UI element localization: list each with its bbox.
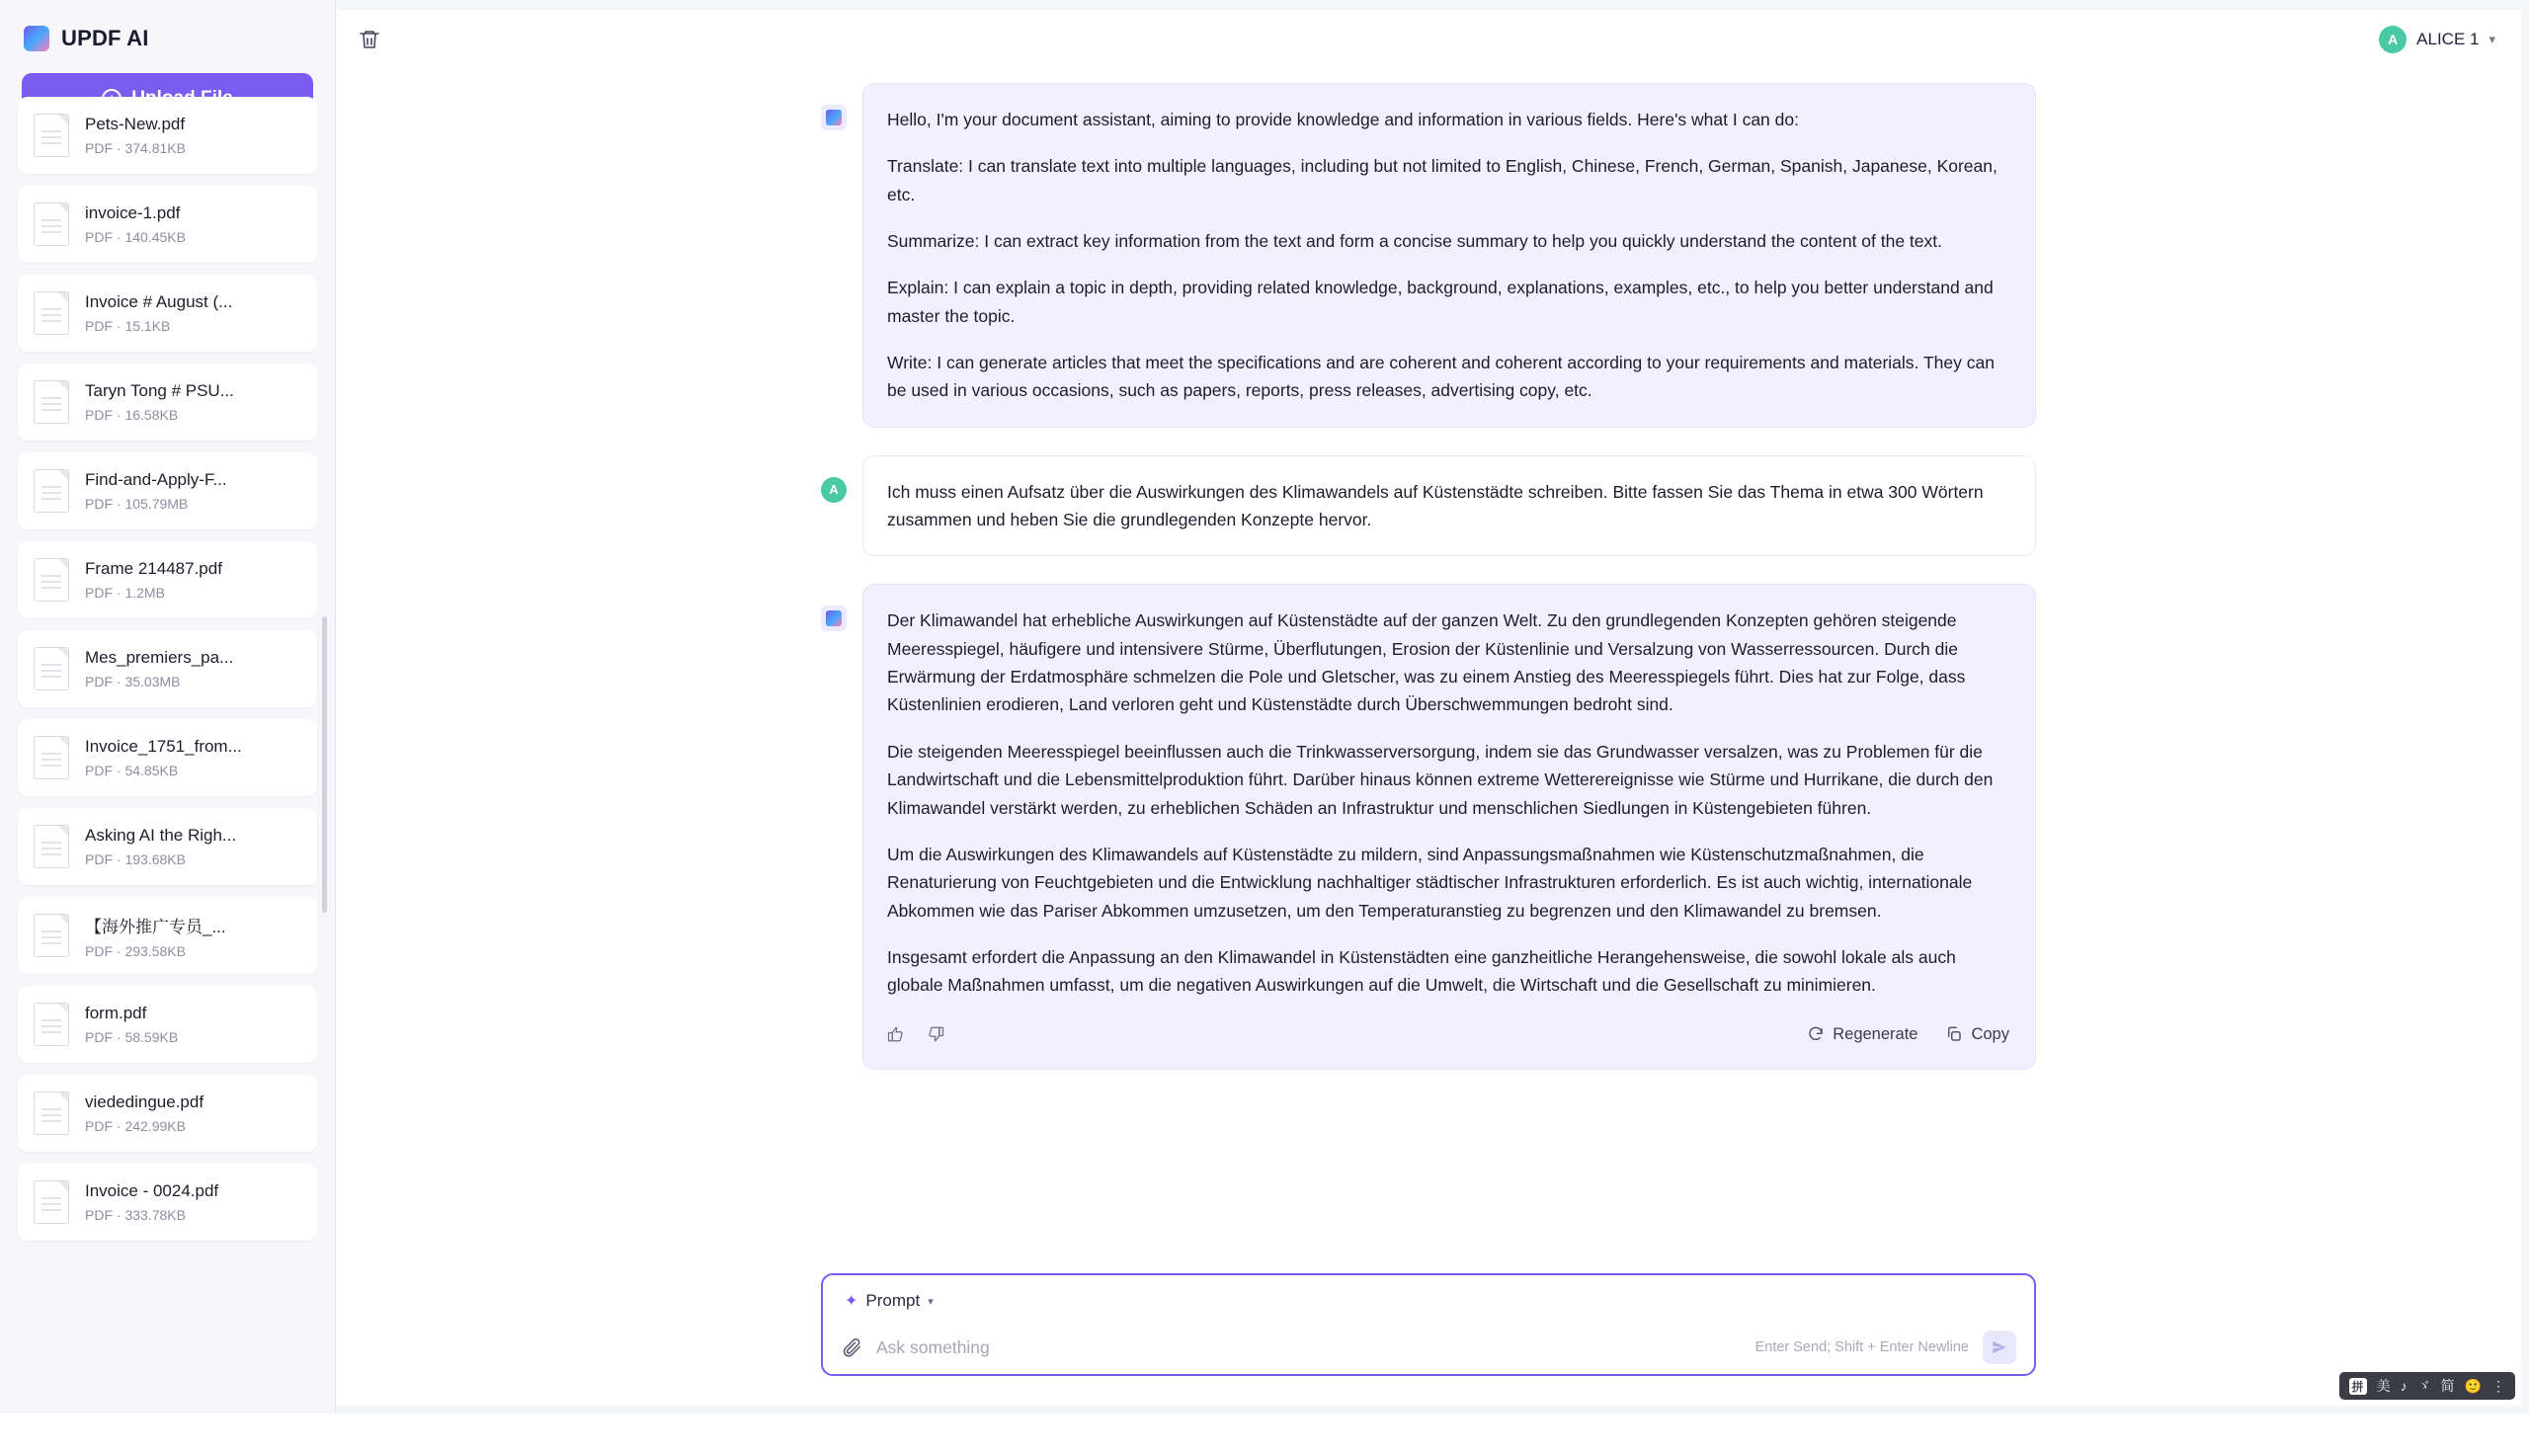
pdf-file-icon bbox=[34, 914, 69, 957]
ai-avatar-icon bbox=[821, 606, 847, 631]
trash-icon[interactable] bbox=[358, 28, 381, 51]
user-menu[interactable] bbox=[2379, 26, 2495, 53]
file-meta: PDF · 54.85KB bbox=[85, 763, 179, 778]
file-meta: PDF · 15.1KB bbox=[85, 318, 171, 334]
pdf-file-icon bbox=[34, 825, 69, 868]
search-input[interactable] bbox=[876, 1337, 1742, 1358]
list-item[interactable] bbox=[18, 1075, 317, 1152]
message-paragraph: Insgesamt erfordert die Anpassung an den Klimawandel in Küstenstädten eine ganzheitliche Herangehensweise, die sowohl lokale als auch globale Maßnahmen umfasst, um die negativen Auswirkungen auf die Umwelt, die Wirtschaft und die Gesellschaft zu minimieren. bbox=[887, 946, 1956, 996]
pdf-file-icon bbox=[34, 291, 69, 335]
pdf-file-icon bbox=[34, 647, 69, 690]
list-item[interactable] bbox=[18, 630, 317, 707]
message-bubble bbox=[862, 455, 2036, 557]
send-button[interactable] bbox=[1983, 1331, 2016, 1364]
file-name: Find-and-Apply-F... bbox=[85, 470, 227, 489]
list-item[interactable] bbox=[18, 275, 317, 352]
list-item[interactable] bbox=[18, 541, 317, 618]
list-item[interactable] bbox=[18, 986, 317, 1063]
pdf-file-icon bbox=[34, 380, 69, 424]
composer[interactable] bbox=[821, 1273, 2036, 1376]
file-name: Taryn Tong # PSU... bbox=[85, 381, 234, 400]
chat-message-ai bbox=[821, 83, 2036, 428]
chat-thread bbox=[821, 83, 2036, 1117]
file-name: Pets-New.pdf bbox=[85, 115, 186, 133]
pdf-file-icon bbox=[34, 202, 69, 246]
file-name: Asking AI the Righ... bbox=[85, 826, 237, 845]
pdf-file-icon bbox=[34, 558, 69, 602]
copy-button[interactable] bbox=[1945, 1021, 2009, 1048]
ime-item[interactable]: ゞ bbox=[2416, 1378, 2431, 1394]
brand-title: UPDF AI bbox=[61, 26, 149, 50]
message-bubble bbox=[862, 584, 2036, 1070]
pdf-file-icon bbox=[34, 1180, 69, 1224]
file-meta: PDF · 242.99KB bbox=[85, 1118, 186, 1134]
message-paragraph: Write: I can generate articles that meet the specifications and are coherent and coherent according to your requirements and materials. They can be used in various occasions, such as papers, reports, press releases, advertising copy, etc. bbox=[887, 353, 1995, 401]
file-meta: PDF · 333.78KB bbox=[85, 1207, 186, 1223]
file-list[interactable] bbox=[0, 115, 335, 1414]
list-item[interactable] bbox=[18, 1164, 317, 1241]
sparkle-icon: ✦ bbox=[845, 1293, 858, 1310]
list-item[interactable] bbox=[18, 808, 317, 885]
message-paragraph: Die steigenden Meeresspiegel beeinflussen auch die Trinkwasserversorgung, indem sie das Grundwasser versalzen, was zu Problemen für die Landwirtschaft und die Lebensmittelproduktion führt. Darüber hinaus können extreme Wetterereignisse wie Stürme und Hurrikane, die durch den Klimawandel verstärkt werden, zu erheblichen Schäden an Infrastruktur und menschlichen Siedlungen in Küstengebieten führen. bbox=[887, 741, 1994, 818]
file-name: form.pdf bbox=[85, 1004, 147, 1022]
ime-item[interactable]: 简 bbox=[2440, 1378, 2455, 1394]
brand bbox=[0, 0, 335, 65]
pdf-file-icon bbox=[34, 1092, 69, 1135]
thumbs-up-icon[interactable] bbox=[887, 1025, 905, 1043]
file-meta: PDF · 16.58KB bbox=[85, 407, 179, 423]
regenerate-button[interactable] bbox=[1807, 1021, 1917, 1048]
chat-scroll-area[interactable] bbox=[336, 69, 2521, 1273]
file-meta: PDF · 35.03MB bbox=[85, 674, 181, 689]
list-item[interactable] bbox=[18, 364, 317, 441]
file-meta: PDF · 58.59KB bbox=[85, 1029, 179, 1045]
ime-item[interactable]: ♪ bbox=[2400, 1378, 2407, 1394]
message-paragraph: Um die Auswirkungen des Klimawandels auf Küstenstädte zu mildern, sind Anpassungsmaßnahmen wie Küstenschutzmaßnahmen, die Renaturierung von Feuchtgebieten und die Entwicklung nachhaltiger städtischer Infrastrukturen erforderlich. Es ist auch wichtig, internationale Abkommen wie das Pariser Abkommen umzusetzen, um den Temperaturanstieg zu begrenzen und den Klimawandel zu bremsen. bbox=[887, 844, 1973, 921]
user-name: ALICE 1 bbox=[2416, 30, 2480, 48]
message-paragraph: Explain: I can explain a topic in depth, providing related knowledge, background, explanations, examples, etc., to help you better understand and master the topic. bbox=[887, 278, 1994, 326]
ime-item[interactable]: 美 bbox=[2376, 1378, 2391, 1394]
composer-area bbox=[336, 1273, 2521, 1406]
chevron-down-icon: ▾ bbox=[2488, 32, 2495, 46]
file-meta: PDF · 293.58KB bbox=[85, 942, 186, 959]
sidebar-scrollbar-track[interactable] bbox=[326, 290, 331, 1456]
sidebar-scrollbar-thumb[interactable] bbox=[322, 616, 327, 913]
file-meta: PDF · 140.45KB bbox=[85, 229, 186, 245]
pdf-file-icon bbox=[34, 469, 69, 513]
top-bar bbox=[336, 10, 2521, 69]
file-meta: PDF · 374.81KB bbox=[85, 140, 186, 156]
chevron-down-icon: ▾ bbox=[928, 1295, 934, 1308]
message-paragraph: Summarize: I can extract key information from the text and form a concise summary to help you quickly understand the content of the text. bbox=[887, 231, 1943, 252]
avatar: A bbox=[821, 477, 847, 503]
file-name: Invoice # August (... bbox=[85, 292, 233, 311]
send-hint: Enter Send; Shift + Enter Newline bbox=[1754, 1339, 1969, 1355]
attachment-icon[interactable] bbox=[841, 1336, 862, 1358]
message-actions bbox=[887, 1021, 2009, 1048]
ime-toolbar[interactable] bbox=[2339, 1372, 2515, 1400]
pdf-file-icon bbox=[34, 736, 69, 779]
file-meta: PDF · 1.2MB bbox=[85, 585, 165, 601]
updf-logo-icon bbox=[24, 26, 49, 51]
pdf-file-icon bbox=[34, 1003, 69, 1046]
ime-item[interactable]: ⋮ bbox=[2491, 1377, 2505, 1394]
file-name: 【海外推广专员_... bbox=[85, 917, 226, 936]
message-paragraph: Translate: I can translate text into multiple languages, including but not limited to English, Chinese, French, German, Spanish, Japanese, Korean, etc. bbox=[887, 156, 1998, 204]
pdf-file-icon bbox=[34, 114, 69, 157]
list-item[interactable] bbox=[18, 897, 317, 974]
regenerate-label: Regenerate bbox=[1833, 1024, 1918, 1043]
file-name: viededingue.pdf bbox=[85, 1092, 204, 1111]
ai-avatar-icon bbox=[821, 105, 847, 130]
chat-message-user bbox=[821, 455, 2036, 557]
message-paragraph: Ich muss einen Aufsatz über die Auswirkungen des Klimawandels auf Küstenstädte schreiben. Bitte fassen Sie das Thema in etwa 300 Wörtern zusammen und heben Sie die grundlegenden Konzepte hervor. bbox=[887, 481, 1984, 530]
message-paragraph: Hello, I'm your document assistant, aiming to provide knowledge and information in various fields. Here's what I can do: bbox=[887, 110, 1799, 129]
prompt-label: Prompt bbox=[865, 1291, 921, 1310]
list-item[interactable] bbox=[18, 186, 317, 263]
sidebar bbox=[0, 0, 336, 1414]
message-paragraph: Der Klimawandel hat erhebliche Auswirkungen auf Küstenstädte auf der ganzen Welt. Zu den grundlegenden Konzepten gehören steigende Meeresspiegel, häufigere und intensivere Stürme, Überflutungen, Erosion der Küstenlinie und Versalzung von Wasserressourcen. Durch die Erwärmung der Erdatmosphäre schmelzen die Pole und Gletscher, was zu einem Anstieg des Meeresspiegels führt. Dies hat zur Folge, dass Küstenlinien erodieren, Land verloren geht und Küstenstädte durch Überschwemmungen bedroht sind. bbox=[887, 610, 1966, 715]
main-panel bbox=[336, 10, 2521, 1406]
avatar: A bbox=[2379, 26, 2407, 53]
list-item[interactable] bbox=[18, 719, 317, 796]
file-name: Frame 214487.pdf bbox=[85, 559, 222, 578]
copy-label: Copy bbox=[1971, 1024, 2009, 1043]
file-meta: PDF · 105.79MB bbox=[85, 496, 189, 512]
thumbs-down-icon[interactable] bbox=[927, 1025, 944, 1043]
prompt-selector[interactable] bbox=[841, 1289, 938, 1313]
list-item[interactable] bbox=[18, 452, 317, 529]
ime-mode-key[interactable]: 拼 bbox=[2349, 1378, 2367, 1395]
ime-item[interactable]: 🙂 bbox=[2464, 1377, 2482, 1394]
file-name: Invoice - 0024.pdf bbox=[85, 1181, 219, 1200]
message-bubble bbox=[862, 83, 2036, 428]
list-item[interactable] bbox=[18, 97, 317, 174]
file-meta: PDF · 193.68KB bbox=[85, 851, 186, 867]
file-name: invoice-1.pdf bbox=[85, 203, 181, 222]
chat-message-ai bbox=[821, 584, 2036, 1070]
file-name: Invoice_1751_from... bbox=[85, 737, 242, 756]
file-name: Mes_premiers_pa... bbox=[85, 648, 234, 667]
